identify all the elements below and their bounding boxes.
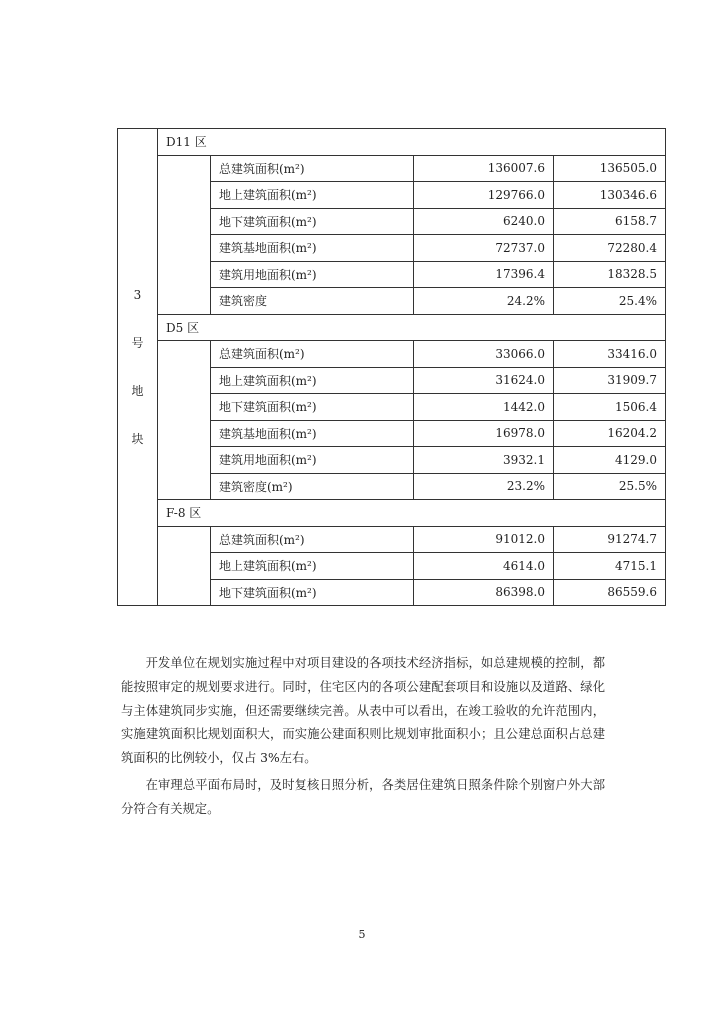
section-name: D5 区	[158, 314, 666, 341]
table-row	[118, 155, 666, 182]
blank-cell	[158, 526, 211, 606]
plot-label-char: 地	[131, 384, 144, 398]
actual-value: 136505.0	[554, 155, 666, 182]
section-name: D11 区	[158, 129, 666, 156]
planned-value: 1442.0	[414, 394, 554, 421]
actual-value: 31909.7	[554, 367, 666, 394]
blank-cell	[158, 155, 211, 314]
planned-value: 136007.6	[414, 155, 554, 182]
actual-value: 130346.6	[554, 182, 666, 209]
actual-value: 6158.7	[554, 208, 666, 235]
indicator-label: 地上建筑面积(m²)	[211, 553, 414, 580]
actual-value: 86559.6	[554, 579, 666, 606]
planned-value: 91012.0	[414, 526, 554, 553]
planned-value: 129766.0	[414, 182, 554, 209]
body-text	[121, 652, 605, 822]
paragraph: 在审理总平面布局时，及时复核日照分析，各类居住建筑日照条件除个别窗户外大部分符合有关规定。	[121, 777, 605, 816]
plot-label-char: 号	[131, 336, 144, 350]
planned-value: 31624.0	[414, 367, 554, 394]
indicator-label: 建筑基地面积(m²)	[211, 420, 414, 447]
actual-value: 16204.2	[554, 420, 666, 447]
planned-value: 72737.0	[414, 235, 554, 262]
actual-value: 1506.4	[554, 394, 666, 421]
indicator-label: 地下建筑面积(m²)	[211, 579, 414, 606]
actual-value: 91274.7	[554, 526, 666, 553]
indicator-label: 地下建筑面积(m²)	[211, 394, 414, 421]
indicator-label: 建筑密度(m²)	[211, 473, 414, 500]
table-row	[118, 526, 666, 553]
indicator-label: 建筑密度	[211, 288, 414, 315]
page-number: 5	[358, 928, 366, 941]
indicator-table	[117, 128, 666, 606]
actual-value: 25.5%	[554, 473, 666, 500]
planned-value: 3932.1	[414, 447, 554, 474]
planned-value: 17396.4	[414, 261, 554, 288]
section-name: F-8 区	[158, 500, 666, 527]
planned-value: 33066.0	[414, 341, 554, 368]
actual-value: 33416.0	[554, 341, 666, 368]
actual-value: 4715.1	[554, 553, 666, 580]
indicator-label: 建筑基地面积(m²)	[211, 235, 414, 262]
section-header-row	[118, 314, 666, 341]
actual-value: 4129.0	[554, 447, 666, 474]
paragraph: 开发单位在规划实施过程中对项目建设的各项技术经济指标，如总建规模的控制，都能按照审定的规划要求进行。同时，住宅区内的各项公建配套项目和设施以及道路、绿化与主体建筑同步实施，但还需要继续完善。从表中可以看出，在竣工验收的允许范围内，实施建筑面积比规划面积大，而实施公建面积则比规划审批面积小；且公建总面积占总建筑面积的比例较小，仅占 3%左右。	[121, 656, 605, 766]
indicator-label: 建筑用地面积(m²)	[211, 261, 414, 288]
indicator-label: 总建筑面积(m²)	[211, 155, 414, 182]
planned-value: 4614.0	[414, 553, 554, 580]
plot-label-char: 块	[131, 432, 144, 446]
plot-label-char: 3	[133, 288, 142, 302]
indicator-label: 地上建筑面积(m²)	[211, 367, 414, 394]
planned-value: 24.2%	[414, 288, 554, 315]
section-header-row	[118, 129, 666, 156]
table-row	[118, 341, 666, 368]
actual-value: 72280.4	[554, 235, 666, 262]
actual-value: 18328.5	[554, 261, 666, 288]
blank-cell	[158, 341, 211, 500]
plot-label-cell	[118, 129, 158, 606]
planned-value: 16978.0	[414, 420, 554, 447]
planned-value: 23.2%	[414, 473, 554, 500]
planned-value: 86398.0	[414, 579, 554, 606]
indicator-label: 总建筑面积(m²)	[211, 341, 414, 368]
indicator-label: 地上建筑面积(m²)	[211, 182, 414, 209]
section-header-row	[118, 500, 666, 527]
indicator-label: 地下建筑面积(m²)	[211, 208, 414, 235]
indicator-label: 总建筑面积(m²)	[211, 526, 414, 553]
indicator-label: 建筑用地面积(m²)	[211, 447, 414, 474]
planned-value: 6240.0	[414, 208, 554, 235]
actual-value: 25.4%	[554, 288, 666, 315]
